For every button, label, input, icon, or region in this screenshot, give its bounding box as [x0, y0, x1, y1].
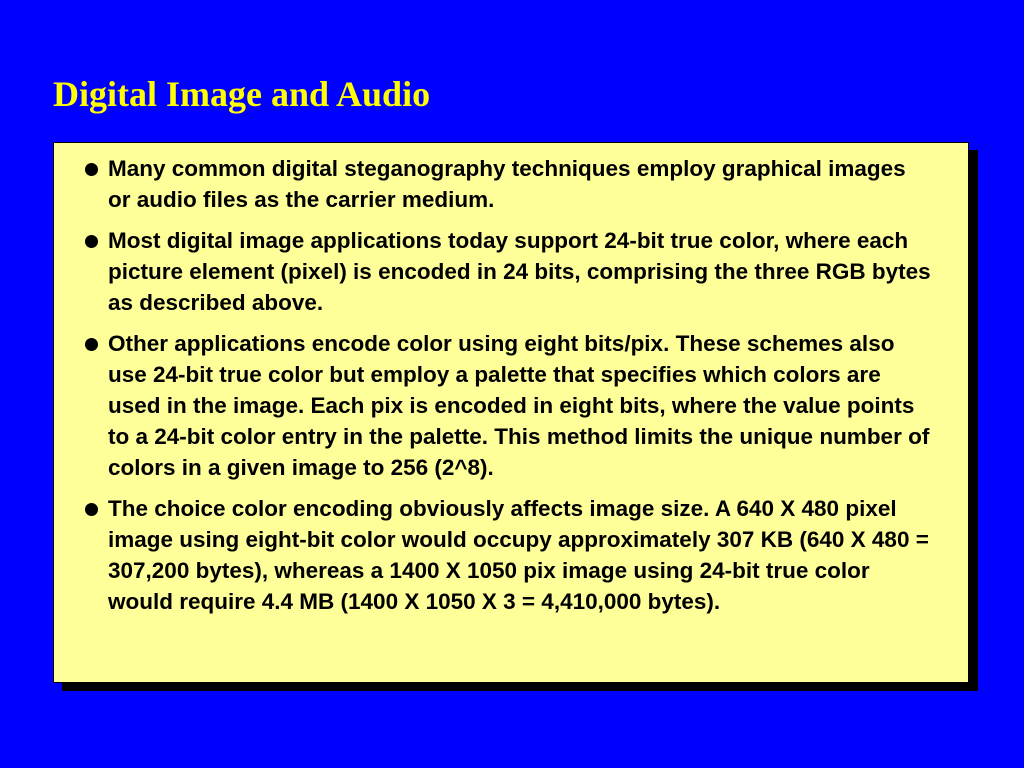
bullet-list — [85, 153, 931, 627]
bullet-item — [85, 328, 931, 483]
bullet-dot-icon — [85, 503, 98, 516]
bullet-item — [85, 493, 931, 617]
bullet-dot-icon — [85, 338, 98, 351]
bullet-item — [85, 153, 931, 215]
bullet-text: The choice color encoding obviously affects image size. A 640 X 480 pixel image using eight-bit color would occupy approximately 307 KB (640 X 480 = 307,200 bytes), whereas a 1400 X 1050 pix image using 24-bit true color would require 4.4 MB (1400 X 1050 X 3 = 4,410,000 bytes). — [108, 496, 929, 614]
bullet-text: Most digital image applications today support 24-bit true color, where each picture element (pixel) is encoded in 24 bits, comprising the three RGB bytes as described above. — [108, 228, 931, 315]
bullet-text: Other applications encode color using eight bits/pix. These schemes also use 24-bit true color but employ a palette that specifies which colors are used in the image. Each pix is encoded in eight bits, where the value points to a 24-bit color entry in the palette. This method limits the unique number of colors in a given image to 256 (2^8). — [108, 331, 930, 480]
bullet-dot-icon — [85, 163, 98, 176]
bullet-item — [85, 225, 931, 318]
bullet-text: Many common digital steganography techniques employ graphical images or audio files as the carrier medium. — [108, 156, 906, 212]
slide-title: Digital Image and Audio — [53, 74, 431, 114]
content-panel — [53, 142, 969, 683]
bullet-dot-icon — [85, 235, 98, 248]
